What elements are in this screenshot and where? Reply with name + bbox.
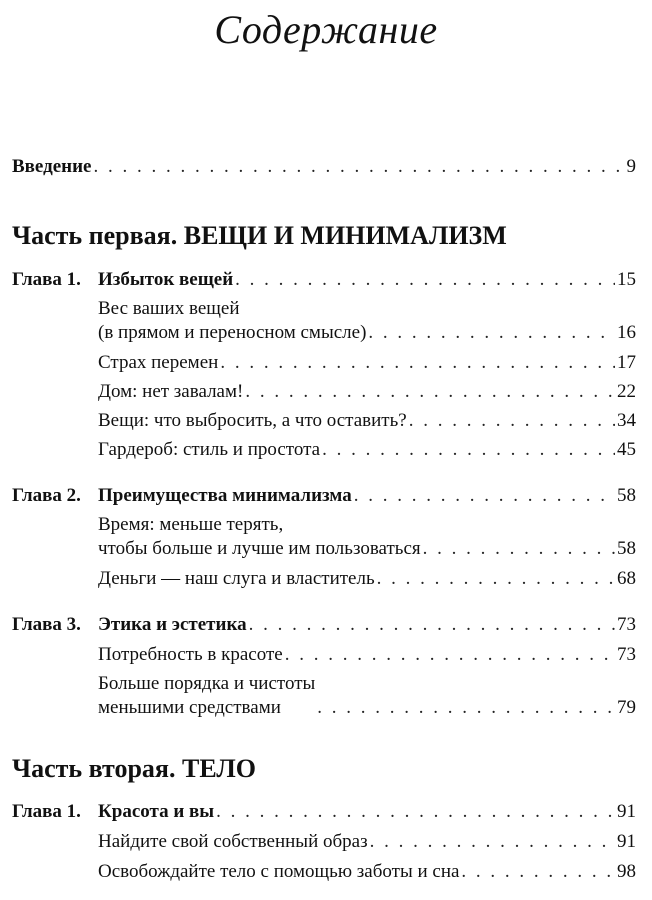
dot-leader bbox=[322, 438, 615, 462]
section-title: Деньги — наш слуга и властитель bbox=[98, 568, 375, 589]
chapter-label: Глава 1. bbox=[12, 269, 81, 290]
section-title-line: меньшими средствами bbox=[98, 697, 281, 718]
section-title-line: Вес ваших вещей bbox=[98, 298, 240, 319]
toc-chapter-1-1[interactable] bbox=[12, 268, 636, 292]
section-title: Найдите свой собственный образ bbox=[98, 831, 368, 852]
dot-leader bbox=[377, 567, 615, 591]
chapter-label: Глава 3. bbox=[12, 614, 81, 635]
toc-page-number: 16 bbox=[617, 322, 636, 343]
chapter-label: Глава 1. bbox=[12, 801, 81, 822]
dot-leader bbox=[370, 830, 615, 854]
dot-leader bbox=[317, 696, 615, 720]
section-title bbox=[98, 672, 315, 720]
dot-leader bbox=[249, 613, 615, 637]
toc-page-number: 73 bbox=[617, 644, 636, 665]
section-title-line: Время: меньше терять, bbox=[98, 514, 284, 535]
dot-leader bbox=[354, 484, 615, 508]
toc-page-number: 91 bbox=[617, 831, 636, 852]
toc-section[interactable] bbox=[12, 351, 636, 375]
toc-page-number: 58 bbox=[617, 538, 636, 559]
chapter-title: Избыток вещей bbox=[98, 269, 234, 290]
toc-chapter-2-1[interactable] bbox=[12, 800, 636, 824]
section-title-line: чтобы больше и лучше им пользоваться bbox=[98, 538, 421, 559]
section-title: Вещи: что выбросить, а что оставить? bbox=[98, 410, 407, 431]
dot-leader bbox=[216, 800, 615, 824]
dot-leader bbox=[94, 155, 625, 179]
section-title: Потребность в красоте bbox=[98, 644, 283, 665]
toc-page-number: 91 bbox=[617, 801, 636, 822]
page-title: Содержание bbox=[214, 7, 438, 52]
section-title-line: (в прямом и переносном смысле) bbox=[98, 322, 367, 343]
toc-section[interactable] bbox=[12, 672, 636, 720]
toc-page-number: 22 bbox=[617, 381, 636, 402]
dot-leader bbox=[368, 321, 615, 345]
toc-page-number: 68 bbox=[617, 568, 636, 589]
part-heading-2: Часть вторая. ТЕЛО bbox=[12, 754, 256, 783]
toc-page-number: 58 bbox=[617, 485, 636, 506]
section-title: Дом: нет завалам! bbox=[98, 381, 244, 402]
toc-entry-title: Введение bbox=[12, 156, 92, 177]
toc-entry-intro[interactable] bbox=[12, 155, 636, 179]
chapter-label: Глава 2. bbox=[12, 485, 81, 506]
dot-leader bbox=[235, 268, 615, 292]
toc-chapter-1-2[interactable] bbox=[12, 484, 636, 508]
dot-leader bbox=[245, 380, 615, 404]
toc-section[interactable] bbox=[12, 438, 636, 462]
dot-leader bbox=[423, 537, 615, 561]
toc-page-number: 73 bbox=[617, 614, 636, 635]
toc-page-number: 9 bbox=[626, 156, 636, 177]
dot-leader bbox=[409, 409, 615, 433]
section-title-line: Больше порядка и чистоты bbox=[98, 673, 316, 694]
chapter-title: Красота и вы bbox=[98, 801, 215, 822]
toc-page-number: 98 bbox=[617, 861, 636, 882]
toc-section[interactable] bbox=[12, 409, 636, 433]
toc-section[interactable] bbox=[12, 513, 636, 561]
toc-section[interactable] bbox=[12, 567, 636, 591]
dot-leader bbox=[220, 351, 615, 375]
toc-page-number: 45 bbox=[617, 439, 636, 460]
toc-section[interactable] bbox=[12, 297, 636, 345]
part-heading-1: Часть первая. ВЕЩИ И МИНИМАЛИЗМ bbox=[12, 221, 507, 250]
section-title: Освобождайте тело с помощью заботы и сна bbox=[98, 861, 460, 882]
section-title: Гардероб: стиль и простота bbox=[98, 439, 321, 460]
toc-section[interactable] bbox=[12, 830, 636, 854]
section-title bbox=[98, 513, 421, 561]
dot-leader bbox=[461, 860, 615, 884]
toc-section[interactable] bbox=[12, 860, 636, 884]
toc-section[interactable] bbox=[12, 380, 636, 404]
toc-page-number: 17 bbox=[617, 352, 636, 373]
toc-page-number: 79 bbox=[617, 697, 636, 718]
section-title bbox=[98, 297, 366, 345]
chapter-title: Этика и эстетика bbox=[98, 614, 247, 635]
toc-page-number: 15 bbox=[617, 269, 636, 290]
toc-section[interactable] bbox=[12, 643, 636, 667]
section-title: Страх перемен bbox=[98, 352, 219, 373]
dot-leader bbox=[285, 643, 615, 667]
chapter-title: Преимущества минимализма bbox=[98, 485, 352, 506]
toc-page-number: 34 bbox=[617, 410, 636, 431]
toc-chapter-1-3[interactable] bbox=[12, 613, 636, 637]
